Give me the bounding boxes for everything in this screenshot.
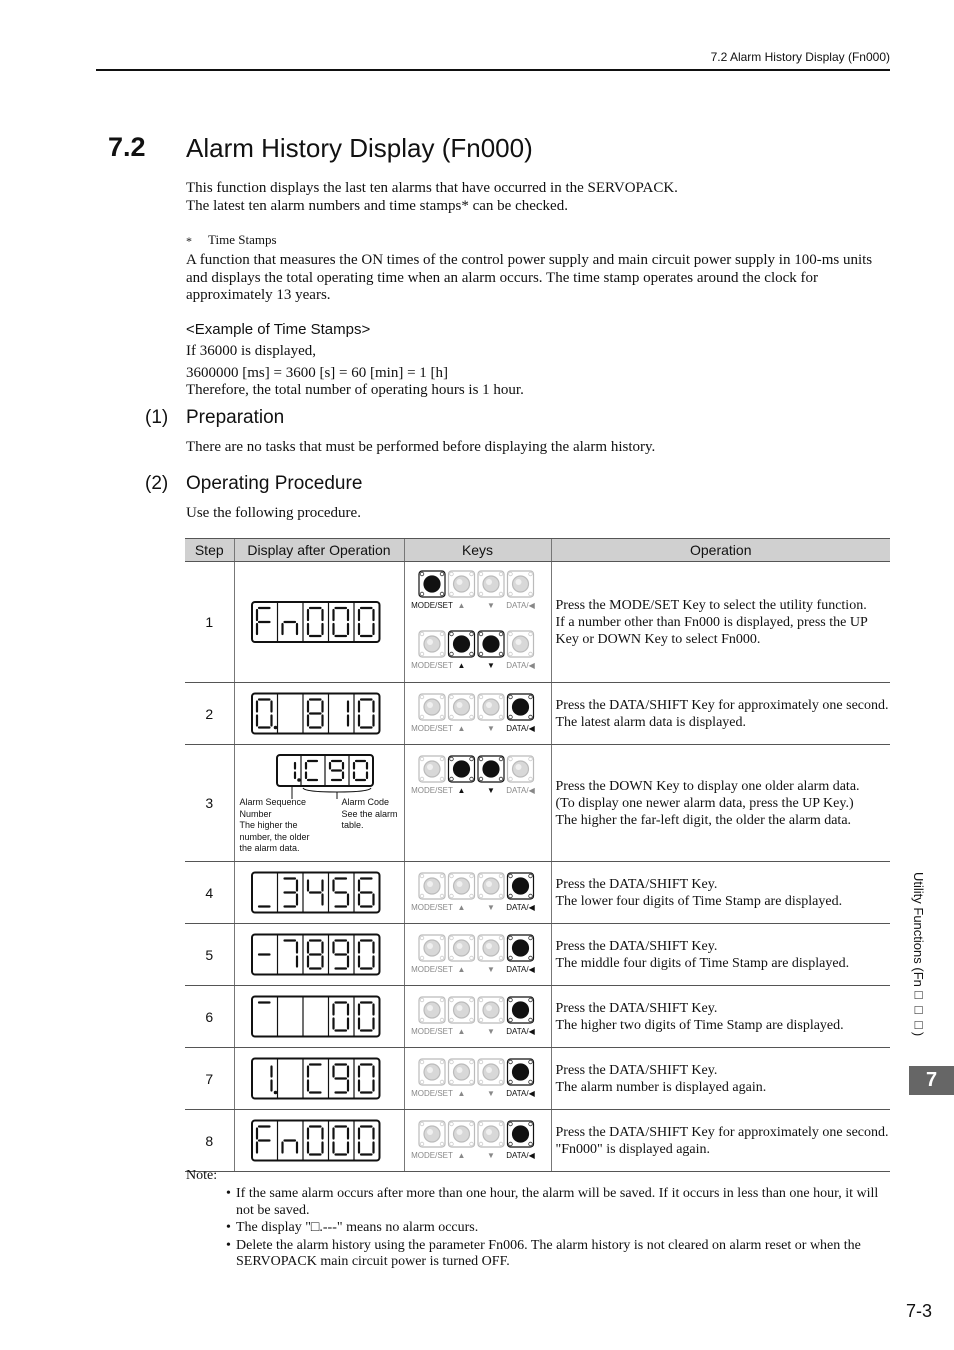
seven-segment-display [235,1048,405,1109]
key-diagram [410,691,542,737]
mode-key-label: MODE/SET [410,786,453,795]
header-display: Display after Operation [234,539,404,562]
callout-line: Alarm Sequence [239,797,307,807]
down-key-label: ▼ [486,1027,495,1036]
data-key-label: DATA/◀ [505,1151,535,1160]
mode-key [411,756,453,795]
keys-cell [404,1110,551,1172]
up-key-label: ▲ [457,601,465,610]
mode-key-label: MODE/SET [410,903,453,912]
operation-text: Press the DATA/SHIFT Key for approximately one second. "Fn000" is displayed again. [555,1124,889,1157]
table-row [185,924,890,986]
up-key-label: ▲ [457,786,465,795]
operation-text: The middle four digits of Time Stamp are displayed. [555,955,850,971]
operation-text: The higher two digits of Time Stamp are displayed. [555,1017,844,1033]
operation-text: Press the DATA/SHIFT Key. [555,1000,718,1016]
operation-text: Press the MODE/SET Key to select the utility function. [555,597,867,613]
mode-key-label: MODE/SET [410,1089,453,1098]
data-key-label: DATA/◀ [505,724,535,733]
mode-key [411,1059,453,1098]
data-key [506,997,535,1036]
note-item: • The display "□.---" means no alarm occurs. [226,1220,892,1237]
operation-cell [551,562,890,683]
down-key [478,935,504,974]
header-step: Step [185,539,234,562]
mode-key [411,631,453,670]
mode-key [411,571,453,610]
example-line: 3600000 [ms] = 3600 [s] = 60 [min] = 1 [h] [186,364,449,381]
procedure-num: (2) [145,473,169,494]
preparation-num: (1) [145,407,169,428]
keys-cell [404,1048,551,1110]
operation-cell [551,1110,890,1172]
data-key-label: DATA/◀ [505,965,535,974]
display-cell [234,924,404,986]
data-key [506,694,535,733]
keys-cell [404,862,551,924]
example-line: If 36000 is displayed, [186,343,316,359]
operation-cell [551,683,890,745]
seven-segment-display [235,562,405,682]
seven-segment-display [235,924,405,985]
step-number: 7 [185,1048,234,1110]
key-panel [410,691,542,742]
footnote-text [186,252,892,305]
down-key-label: ▼ [486,661,495,670]
data-key [506,631,535,670]
display-frame [277,755,373,786]
side-tab-text: Utility Functions (Fn□□□) [911,871,926,1037]
seven-segment-display [235,1110,405,1171]
table-row [185,862,890,924]
mode-key [411,873,453,912]
down-key [478,997,504,1036]
header-keys: Keys [404,539,551,562]
example-line: Therefore, the total number of operating hours is 1 hour. [186,382,524,398]
key-diagram [410,932,542,978]
step-number: 6 [185,986,234,1048]
keys-cell [404,745,551,862]
table-row [185,745,890,862]
down-key-label: ▼ [486,786,495,795]
display-cell [234,683,404,745]
operation-text: Press the DATA/SHIFT Key. [555,876,718,892]
key-diagram [410,628,542,674]
decimal-point [273,1091,277,1095]
operation-cell [551,1048,890,1110]
operation-cell [551,986,890,1048]
down-key [478,694,504,733]
operation-text: Press the DATA/SHIFT Key for approximately one second. The latest alarm data is displayed. [555,697,889,730]
procedure-title: Operating Procedure [186,473,363,494]
down-key-label: ▼ [486,1089,495,1098]
step-number: 2 [185,683,234,745]
preparation-body: There are no tasks that must be performed before displaying the alarm history. [186,439,656,455]
operation-text: Press the DOWN Key to display one older alarm data. [555,778,860,794]
step-number: 3 [185,745,234,862]
preparation-title: Preparation [186,407,285,428]
callout-line: The higher the [239,820,298,830]
down-key-label: ▼ [486,1151,495,1160]
intro-line: This function displays the last ten alarms that have occurred in the SERVOPACK. [186,180,678,196]
header-rule [96,69,890,71]
key-diagram [410,568,542,614]
display-cell [234,745,404,862]
key-diagram [410,753,542,799]
key-diagram [410,1056,542,1102]
mode-key-label: MODE/SET [410,965,453,974]
operation-cell [551,862,890,924]
display-cell [234,1110,404,1172]
down-key-label: ▼ [486,724,495,733]
seven-segment-display [235,862,405,923]
down-key [478,873,504,912]
mode-key [411,1121,453,1160]
display-cell [234,862,404,924]
data-key [506,935,535,974]
operation-cell [551,745,890,862]
header-operation: Operation [551,539,890,562]
display-cell [234,1048,404,1110]
up-key-label: ▲ [457,1151,465,1160]
step-number: 4 [185,862,234,924]
footnote-title: Time Stamps [208,232,277,247]
callout-alarm-code [342,797,412,832]
operation-text: (To display one newer alarm data, press the UP Key.) [555,795,854,811]
data-key-label: DATA/◀ [505,601,535,610]
up-key-label: ▲ [457,965,465,974]
down-key-label: ▼ [486,601,495,610]
key-panel [410,932,542,983]
seven-segment-display [235,683,405,744]
mode-key [411,997,453,1036]
mode-key-label: MODE/SET [410,724,453,733]
seven-segment-display [235,986,405,1047]
operation-text: The higher the far-left digit, the older the alarm data. [555,812,852,828]
up-key-label: ▲ [457,661,465,670]
table-row [185,562,890,683]
table-header-row [185,539,890,562]
callout-sequence-number [240,797,335,855]
data-key-label: DATA/◀ [505,1027,535,1036]
intro-paragraph [186,180,892,215]
example-text [186,343,892,400]
table-row [185,986,890,1048]
procedure-intro [186,505,892,523]
down-key-label: ▼ [486,903,495,912]
data-key [506,571,535,610]
table-row [185,1110,890,1172]
mode-key-label: MODE/SET [410,1027,453,1036]
step-number: 8 [185,1110,234,1172]
section-number: 7.2 [108,132,146,162]
procedure-intro-text: Use the following procedure. [186,505,361,521]
note-label: Note: [186,1168,218,1183]
key-panel [410,1118,542,1169]
callout-line: Alarm Code [341,797,390,807]
footnote-mark: * [186,234,192,248]
data-key [506,1121,535,1160]
key-diagram [410,870,542,916]
down-key [478,631,504,670]
step-number: 5 [185,924,234,986]
key-panel [410,870,542,921]
data-key-label: DATA/◀ [505,786,535,795]
key-panel [410,628,542,679]
running-header: 7.2 Alarm History Display (Fn000) [710,50,890,64]
key-diagram [410,1118,542,1164]
data-key-label: DATA/◀ [505,661,535,670]
operation-text: Press the DATA/SHIFT Key. [555,938,718,954]
up-key-label: ▲ [457,1027,465,1036]
mode-key-label: MODE/SET [410,661,453,670]
step-number: 1 [185,562,234,683]
display-cell [234,562,404,683]
display-cell [234,986,404,1048]
preparation-text [186,439,892,457]
key-panel [410,1056,542,1107]
down-key [478,1059,504,1098]
section-title: Alarm History Display (Fn000) [186,133,533,163]
key-diagram [410,994,542,1040]
page-number: 7-3 [905,1301,932,1321]
operation-text: If a number other than Fn000 is displayed, press the UP Key or DOWN Key to select Fn000. [555,614,868,647]
notes-list [226,1186,892,1272]
callout-brace [303,788,371,792]
callout-line: the alarm data. [239,843,300,853]
mode-key-label: MODE/SET [410,601,453,610]
mode-key [411,694,453,733]
down-key [478,571,504,610]
preparation-heading [145,407,285,429]
procedure-heading [145,473,363,495]
operation-text: The alarm number is displayed again. [555,1079,767,1095]
down-key-label: ▼ [486,965,495,974]
data-key [506,1059,535,1098]
callout-line: Number [239,808,272,819]
up-key-label: ▲ [457,903,465,912]
callout-line: See the alarm [341,808,398,819]
keys-cell [404,924,551,986]
keys-cell [404,986,551,1048]
operation-cell [551,924,890,986]
key-panel [410,753,542,804]
keys-cell [404,683,551,745]
mode-key [411,935,453,974]
operation-text: Press the DATA/SHIFT Key. [555,1062,718,1078]
footnote-body: A function that measures the ON times of the control power supply and main circuit power supply in 100-ms units and displays the total operating time when an alarm occurs. The time stamp operates around the clock for approximately 13 years. [186,252,873,303]
operation-text: The lower four digits of Time Stamp are displayed. [555,893,843,909]
note-item: • Delete the alarm history using the parameter Fn006. The alarm history is not cleared on alarm reset or when the SERVOPACK main circuit power is turned OFF. [226,1238,892,1271]
decimal-point [273,726,277,730]
up-key-label: ▲ [457,1089,465,1098]
data-key-label: DATA/◀ [505,1089,535,1098]
down-key [478,1121,504,1160]
down-key [478,756,504,795]
data-key-label: DATA/◀ [505,903,535,912]
decimal-point [297,778,301,782]
data-key [506,756,535,795]
up-key-label: ▲ [457,724,465,733]
intro-line: The latest ten alarm numbers and time stamps* can be checked. [186,197,568,214]
callout-line: table. [341,820,364,830]
procedure-table [185,538,890,1172]
note-item: • If the same alarm occurs after more than one hour, the alarm will be saved. If it occurs in less than one hour, it will not be saved. [226,1186,892,1219]
callout-line: number, the older [239,831,310,842]
keys-cell [404,562,551,683]
key-panel [410,994,542,1045]
data-key [506,873,535,912]
chapter-tab: 7 [909,1066,954,1095]
example-title: <Example of Time Stamps> [186,321,371,338]
table-row [185,683,890,745]
key-panel [410,568,542,619]
table-row [185,1048,890,1110]
mode-key-label: MODE/SET [410,1151,453,1160]
